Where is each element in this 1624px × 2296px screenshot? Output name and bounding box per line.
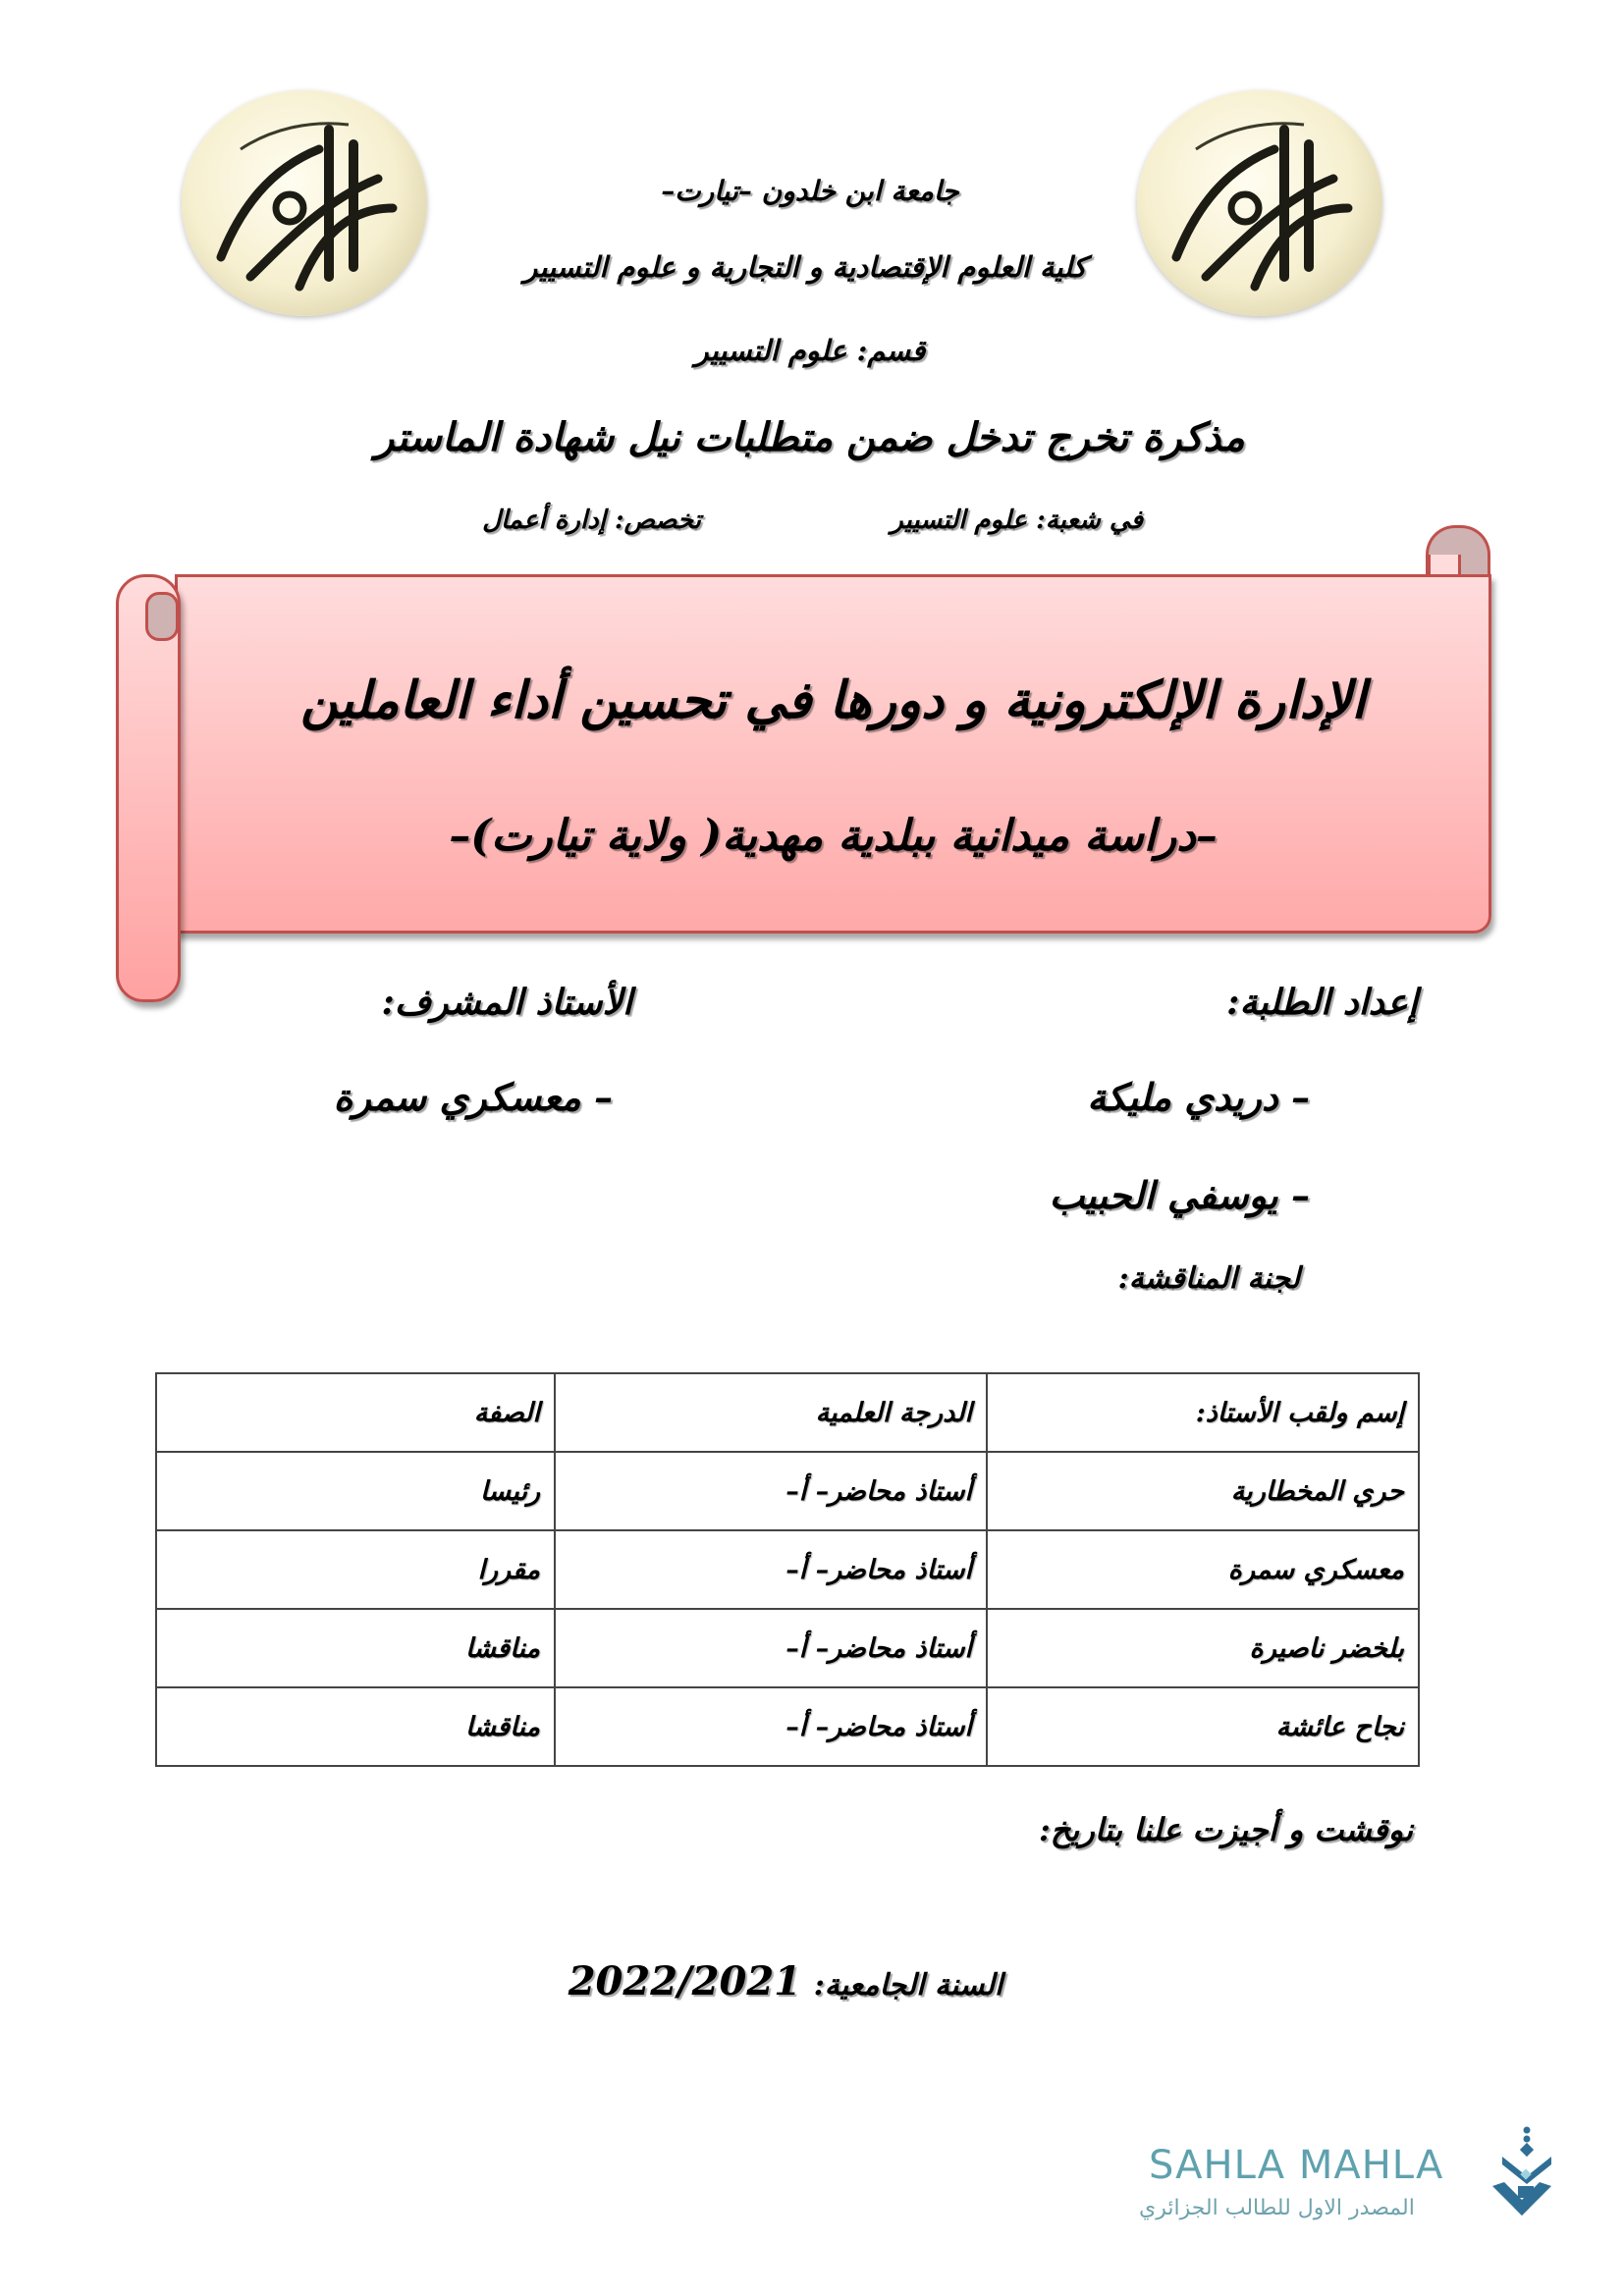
cell-name: نجاح عائشة — [987, 1687, 1419, 1766]
scroll-left-curl — [145, 592, 179, 641]
cell-name: حري المخطارية — [987, 1452, 1419, 1530]
header-role: الصفة — [156, 1373, 555, 1452]
table-header-row — [156, 1373, 1419, 1452]
cell-role: مقررا — [156, 1530, 555, 1609]
cell-grade: أستاذ محاضر– أ– — [555, 1609, 987, 1687]
cell-name: معسكري سمرة — [987, 1530, 1419, 1609]
committee-label: لجنة المناقشة: — [1117, 1261, 1300, 1296]
supervisor-name: – معسكري سمرة — [333, 1075, 613, 1119]
cell-name: بلخضر ناصيرة — [987, 1609, 1419, 1687]
table-row — [156, 1530, 1419, 1609]
sahla-mahla-watermark — [1129, 2125, 1561, 2243]
cell-role: رئيسا — [156, 1452, 555, 1530]
faculty-name: كلية العلوم الإقتصادية و التجارية و علوم التسيير — [523, 250, 1087, 284]
cell-role: مناقشا — [156, 1687, 555, 1766]
defense-note: نوقشت و أجيزت علنا بتاريخ: — [1038, 1811, 1413, 1848]
university-name: جامعة ابن خلدون –تيارت– — [661, 175, 959, 207]
cell-role: مناقشا — [156, 1609, 555, 1687]
cell-grade: أستاذ محاضر– أ– — [555, 1687, 987, 1766]
thesis-title: الإدارة الإلكترونية و دورها في تحسين أداء العاملين — [300, 670, 1366, 730]
brand-tagline: المصدر الاول للطالب الجزائري — [1139, 2196, 1415, 2220]
cell-grade: أستاذ محاضر– أ– — [555, 1452, 987, 1530]
specialty-label: تخصص: إدارة أعمال — [482, 506, 701, 535]
degree-line: مذكرة تخرج تدخل ضمن متطلبات نيل شهادة الماستر — [375, 414, 1245, 460]
table-row — [156, 1687, 1419, 1766]
table-row — [156, 1452, 1419, 1530]
sahla-mahla-logo-icon — [1483, 2125, 1561, 2223]
table-row — [156, 1609, 1419, 1687]
student-name: – دريدي مليكة — [1087, 1075, 1310, 1119]
academic-year-line — [560, 1958, 1011, 2004]
branch-label: في شعبة: علوم التسيير — [891, 506, 1143, 535]
thesis-subtitle: –دراسة ميدانية ببلدية مهدية( ولاية تيارت)– — [449, 811, 1218, 861]
academic-year: 2022/2021 — [568, 1958, 801, 2004]
department-name: قسم: علوم التسيير — [694, 334, 926, 367]
academic-year-label: السنة الجامعية: — [813, 1968, 1003, 2002]
scroll-body — [175, 574, 1491, 934]
supervisor-label: الأستاذ المشرف: — [381, 982, 632, 1023]
student-name: – يوسفي الحبيب — [1049, 1173, 1310, 1217]
title-scroll-banner — [116, 525, 1490, 1016]
header-grade: الدرجة العلمية — [555, 1373, 987, 1452]
cell-grade: أستاذ محاضر– أ– — [555, 1530, 987, 1609]
header-name: إسم ولقب الأستاذ: — [987, 1373, 1419, 1452]
brand-name: SAHLA MAHLA — [1149, 2143, 1444, 2188]
committee-table — [155, 1372, 1420, 1767]
students-label: إعداد الطلبة: — [1226, 982, 1418, 1023]
